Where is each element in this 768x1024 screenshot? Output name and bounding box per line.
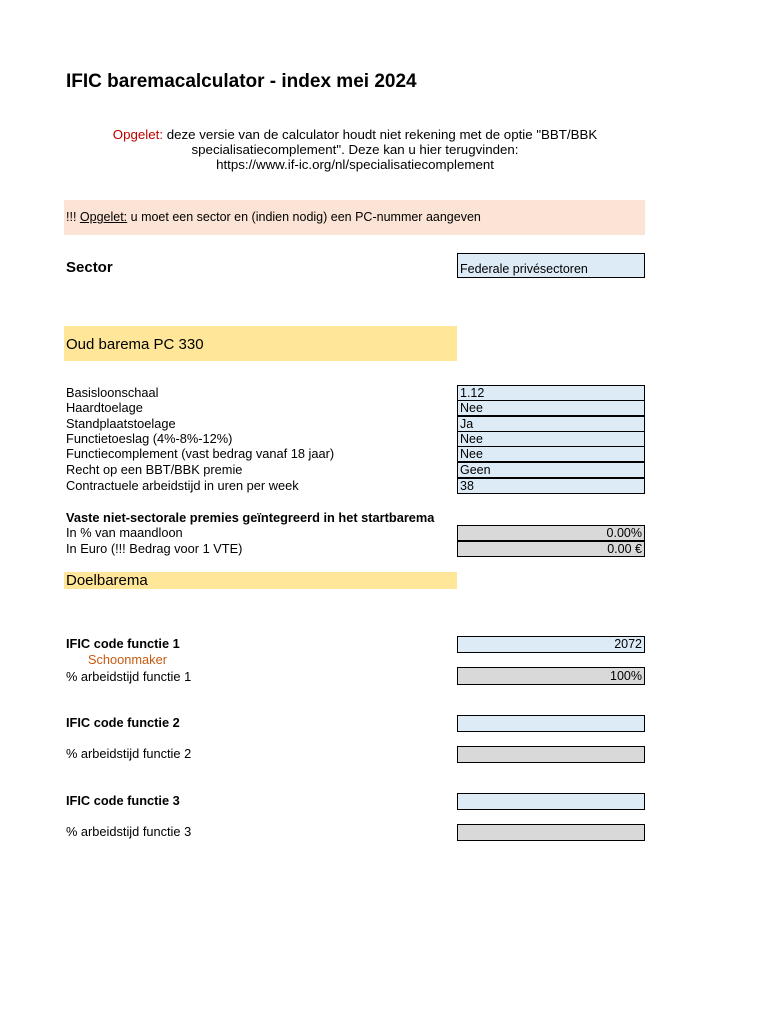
input-functiecomplement[interactable]: Nee [457, 446, 645, 462]
input-basisloonschaal[interactable]: 1.12 [457, 385, 645, 401]
warning-prefix: !!! [66, 210, 80, 224]
function2-code-label: IFIC code functie 2 [66, 715, 180, 730]
function1-pct-label: % arbeidstijd functie 1 [66, 669, 192, 684]
function3-code-label: IFIC code functie 3 [66, 793, 180, 808]
function3-pct-input[interactable] [457, 824, 645, 841]
function1-code-label: IFIC code functie 1 [66, 636, 180, 651]
notice-url[interactable]: https://www.if-ic.org/nl/specialisatiecomplement [216, 157, 494, 172]
function2-pct-input[interactable] [457, 746, 645, 763]
warning-text [66, 210, 481, 224]
warning-underlined: Opgelet: [79, 210, 128, 224]
premiums-pct-label: In % van maandloon [66, 525, 183, 540]
input-haardtoelage[interactable]: Nee [457, 400, 645, 416]
function3-code-input[interactable] [457, 793, 645, 810]
notice [80, 127, 630, 172]
old-scale-header [64, 326, 457, 361]
notice-line1: deze versie van de calculator houdt niet rekening met de optie "BBT/BBK [163, 127, 598, 142]
row-label-haardtoelage: Haardtoelage [66, 400, 143, 415]
page-title: IFIC baremacalculator - index mei 2024 [66, 71, 417, 92]
target-scale-header-label: Doelbarema [66, 572, 148, 589]
premiums-eur-value: 0.00 € [457, 541, 645, 557]
old-scale-header-label: Oud barema PC 330 [66, 336, 204, 353]
function3-pct-label: % arbeidstijd functie 3 [66, 824, 192, 839]
notice-line2: specialisatiecomplement". Deze kan u hier terugvinden: [191, 142, 519, 157]
notice-prefix: Opgelet: [112, 127, 164, 142]
row-label-functiecomplement: Functiecomplement (vast bedrag vanaf 18 jaar) [66, 446, 335, 461]
row-label-basisloonschaal: Basisloonschaal [66, 385, 159, 400]
target-scale-header [64, 572, 457, 589]
sector-label: Sector [66, 259, 113, 276]
row-label-functietoeslag: Functietoeslag (4%-8%-12%) [66, 431, 233, 446]
premiums-heading: Vaste niet-sectorale premies geïntegreerd in het startbarema [66, 510, 435, 525]
input-arbeidstijd[interactable]: 38 [457, 478, 645, 494]
sector-select[interactable]: Federale privésectoren [457, 253, 645, 278]
function2-pct-label: % arbeidstijd functie 2 [66, 746, 192, 761]
warning-message: u moet een sector en (indien nodig) een PC-nummer aangeven [127, 210, 481, 224]
premiums-eur-label: In Euro (!!! Bedrag voor 1 VTE) [66, 541, 243, 556]
input-functietoeslag[interactable]: Nee [457, 431, 645, 447]
function1-code-input[interactable]: 2072 [457, 636, 645, 653]
row-label-bbt-bbk-premie: Recht op een BBT/BBK premie [66, 462, 243, 477]
row-label-arbeidstijd: Contractuele arbeidstijd in uren per week [66, 478, 299, 493]
row-label-standplaatstoelage: Standplaatstoelage [66, 416, 176, 431]
function1-pct-input[interactable]: 100% [457, 667, 645, 685]
function2-code-input[interactable] [457, 715, 645, 732]
input-standplaatstoelage[interactable]: Ja [457, 416, 645, 432]
premiums-pct-value: 0.00% [457, 525, 645, 541]
input-bbt-bbk-premie[interactable]: Geen [457, 462, 645, 478]
function1-name: Schoonmaker [88, 652, 167, 667]
